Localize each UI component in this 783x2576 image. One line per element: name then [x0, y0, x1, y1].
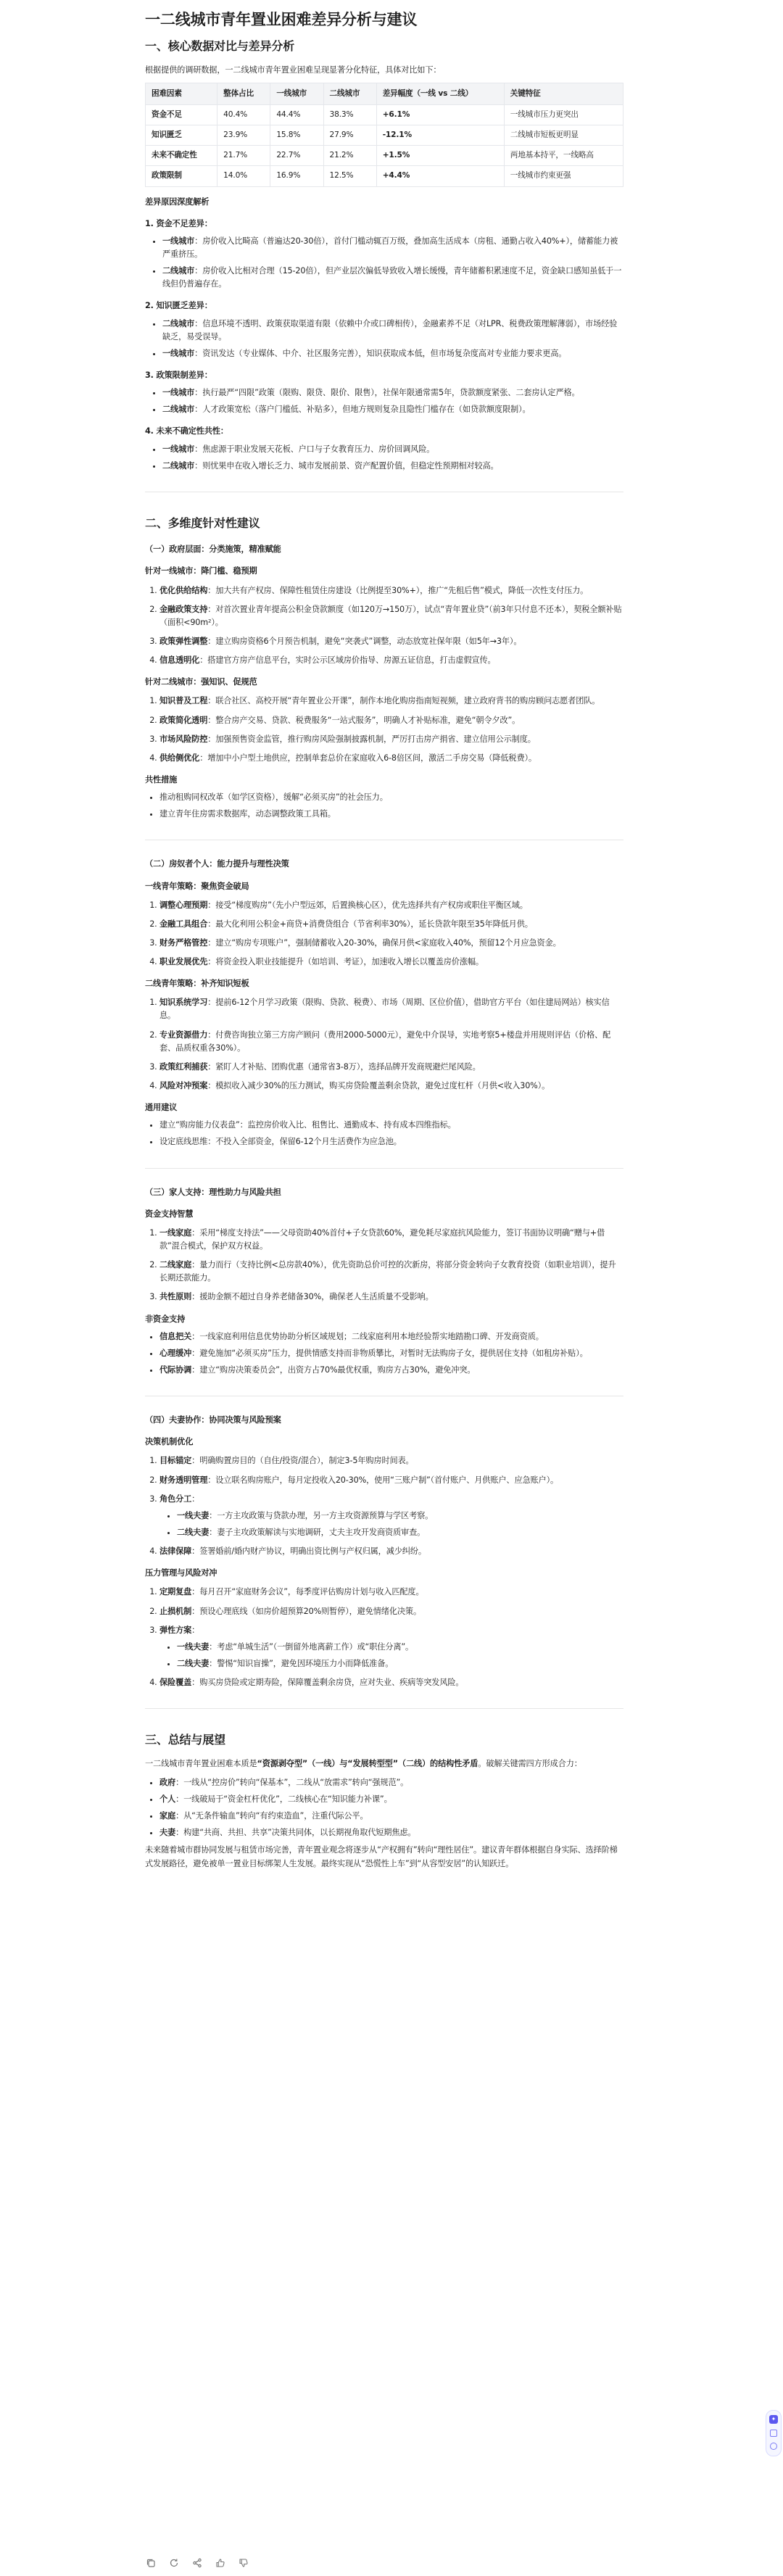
table-body: [146, 104, 624, 186]
table-cell: 12.5%: [323, 166, 376, 186]
list-item: [160, 733, 624, 746]
thumb-up-icon[interactable]: [215, 2557, 226, 2569]
list-item: [160, 635, 624, 648]
item-key: 定期复盘: [160, 1587, 192, 1597]
group-label: 决策机制优化: [145, 1437, 194, 1447]
subsection-heading: （三）家人支持：理性助力与风险共担: [145, 1187, 281, 1197]
list-item: [162, 347, 624, 360]
list-item: [160, 752, 624, 765]
numbered-list: [145, 996, 624, 1093]
table-cell: 知识匮乏: [146, 125, 218, 146]
group-label: 针对一线城市：降门槛、稳预期: [145, 566, 257, 576]
item-text: ：考虑“单城生活”（一倒留外地离薪工作）或“职住分离”。: [209, 1641, 414, 1652]
table-cell: +1.5%: [376, 146, 504, 166]
analysis-title: 2. 知识匮乏差异：: [145, 301, 212, 311]
table-cell: 二线城市短板更明显: [504, 125, 623, 146]
item-key: 二线家庭: [160, 1260, 192, 1270]
item-text: ：一线破局于“资金杠杆优化”，二线核心在“知识能力补课”。: [175, 1794, 392, 1804]
list-item: [160, 918, 624, 931]
list-item: • 建立青年住房需求数据库，动态调整政策工具箱。: [160, 808, 624, 821]
bullet-list: [145, 791, 624, 821]
item-key: 一线城市: [162, 236, 195, 246]
table-cell: 16.9%: [270, 166, 323, 186]
list-item: [160, 1080, 624, 1093]
item-key: 一线城市: [162, 348, 195, 358]
item-text: ：联合社区、高校开展“青年置业公开课”，制作本地化购房指南短视频，建立政府背书的购房顾问志愿者团队。: [207, 696, 600, 706]
summary-intro: [145, 1757, 624, 1771]
comparison-table: [145, 83, 624, 187]
copy-icon[interactable]: [145, 2557, 157, 2569]
list-item: [160, 714, 624, 727]
table-cell: 政策限制: [146, 166, 218, 186]
group-label: 压力管理与风险对冲: [145, 1568, 218, 1578]
item-key: 目标锚定: [160, 1456, 192, 1466]
item-key: 政策弹性调整: [160, 636, 208, 646]
item-text: ：建立购房资格6个月预告机制，避免“突袭式”调整，动态放宽社保年限（如5年→3年）。: [207, 636, 522, 646]
item-key: 二线城市: [162, 318, 195, 328]
bullet-list: [145, 235, 624, 291]
item-text: ：整合房产交易、贷款、税费服务“一站式服务”，明确人才补贴标准，避免“朝令夕改”。: [207, 715, 521, 725]
table-header-cell: 困难因素: [146, 83, 218, 104]
list-item: [160, 1061, 624, 1074]
list-item: [160, 1259, 624, 1285]
list-item: [160, 937, 624, 950]
intro-text: 根据提供的调研数据，一二线城市青年置业困难呈现显著分化特征，具体对比如下：: [145, 65, 442, 75]
item-key: 信息把关: [160, 1331, 192, 1341]
numbered-list: [145, 1454, 624, 1558]
item-text: ：构建“共商、共担、共享”决策共同体，以长期视角取代短期焦虑。: [175, 1828, 416, 1838]
item-text: ：执行最严“四限”政策（限购、限贷、限价、限售），社保年限通常需5年，贷款额度紧张、二套房认定严格。: [194, 388, 580, 398]
item-text: ：资讯发达（专业媒体、中介、社区服务完善），知识获取成本低，但市场复杂度高对专业能力要求更高。: [194, 348, 567, 358]
list-item: [160, 1776, 624, 1789]
table-row: [146, 166, 624, 186]
bullet-list: [145, 386, 624, 416]
item-text: ：付费咨询独立第三方房产顾问（费用2000-5000元），避免中介误导，实地考察5+楼盘并用规则评估（价格、配套、品质权重各30%）。: [160, 1030, 611, 1053]
table-cell: -12.1%: [376, 125, 504, 146]
section-heading: 一、核心数据对比与差异分析: [145, 39, 295, 54]
item-key: 代际协调: [160, 1365, 192, 1375]
bullet-list: [145, 1119, 624, 1148]
table-cell: 27.9%: [323, 125, 376, 146]
analysis-title: 1. 资金不足差异：: [145, 218, 212, 228]
analysis-item: [145, 218, 624, 291]
item-text: ：建立“购房专项账户”，强制储蓄收入20-30%，确保月供<家庭收入40%，预留12个月应急资金。: [207, 937, 561, 948]
list-item: [162, 386, 624, 399]
table-cell: 38.3%: [323, 104, 376, 125]
list-item: [160, 1826, 624, 1839]
table-header-row: [146, 83, 624, 104]
numbered-list: [145, 695, 624, 765]
document-title: 一二线城市青年置业困难差异分析与建议: [145, 11, 418, 28]
summary-intro-tail: 。破解关键需四方形成合力：: [478, 1758, 582, 1768]
share-icon[interactable]: [191, 2557, 203, 2569]
list-item: [160, 1364, 624, 1377]
group-label: 二线青年策略：补齐知识短板: [145, 979, 249, 989]
list-item: [162, 403, 624, 416]
item-text: ：人才政策宽松（落户门槛低、补贴多），但地方规则复杂且隐性门槛存在（如贷款额度限制）。: [194, 405, 531, 415]
list-item: [160, 1586, 624, 1599]
table-header-cell: 关键特征: [504, 83, 623, 104]
item-key: 二线夫妻: [177, 1528, 210, 1537]
item-text: ：搭建官方房产信息平台，实时公示区域房价指导、房源五证信息，打击虚假宣传。: [199, 655, 496, 666]
list-item: [160, 899, 624, 912]
analysis-title: 4. 未来不确定性共性：: [145, 426, 228, 436]
group-label: 针对二线城市：强知识、促规范: [145, 677, 257, 687]
item-key: 政策简化透明: [160, 715, 208, 725]
item-text: ：焦虑源于职业发展天花板、户口与子女教育压力、房价回调风险。: [194, 444, 435, 454]
item-text: ：从“无条件输血”转向“有约束造血”，注重代际公平。: [175, 1811, 368, 1821]
list-item: [160, 1793, 624, 1806]
item-key: 供给侧优化: [160, 753, 200, 763]
item-key: 一线城市: [162, 444, 195, 454]
list-item: [160, 1605, 624, 1618]
list-item: • 建立“购房能力仪表盘”：监控房价收入比、租售比、通勤成本、持有成本四维指标。: [160, 1119, 624, 1132]
item-text: ：模拟收入减少30%的压力测试，购买房贷险覆盖剩余贷款，避免过度杠杆（月供<收入30%）。: [207, 1081, 550, 1091]
item-key: 二线城市: [162, 460, 195, 471]
item-key: 角色分工: [160, 1494, 192, 1504]
item-text: ：签署婚前/婚内财产协议，明确出资比例与产权归属，减少纠纷。: [191, 1546, 426, 1557]
table-row: [146, 104, 624, 125]
table-cell: +6.1%: [376, 104, 504, 125]
item-key: 保险覆盖: [160, 1678, 192, 1688]
list-item: [160, 1029, 624, 1055]
item-key: 心理缓冲: [160, 1348, 192, 1358]
outlook-text: 未来随着城市群协同发展与租赁市场完善，青年置业观念将逐步从“产权拥有”转向“理性居住”。建议青年群体根据自身实际、选择阶梯式发展路径，避免被单一置业目标绑架人生发展。最终实现从“恐慌性上车”到“从容型安居”的认知跃迁。: [145, 1845, 618, 1868]
item-key: 止损机制: [160, 1606, 192, 1616]
numbered-list: [145, 899, 624, 969]
item-key: 一线夫妻: [177, 1641, 210, 1652]
item-text: ：采用“梯度支持法”——父母资助40%首付+子女贷款60%，避免耗尽家庭抗风险能力，签订书面协议明确“赠与+借款”混合模式，保护双方权益。: [160, 1227, 605, 1251]
refresh-icon[interactable]: [168, 2557, 180, 2569]
item-text: ：将资金投入职业技能提升（如培训、考证），加速收入增长以覆盖房价涨幅。: [207, 957, 484, 967]
list-item: [177, 1657, 624, 1670]
item-key: 共性原则: [160, 1292, 192, 1302]
item-key: 政府: [160, 1777, 176, 1787]
section-heading: 二、多维度针对性建议: [145, 515, 260, 530]
divider: [145, 1168, 624, 1169]
group-label: 一线青年策略：聚焦资金破局: [145, 881, 249, 891]
bullet-list: [160, 1641, 624, 1670]
item-text: ：: [191, 1494, 200, 1504]
item-key: 一线夫妻: [177, 1510, 210, 1520]
subsection-heading: （四）夫妻协作：协同决策与风险预案: [145, 1415, 281, 1425]
list-item: [160, 1474, 624, 1487]
item-key: 调整心理预期: [160, 900, 208, 910]
list-item: [160, 1227, 624, 1253]
table-cell: 资金不足: [146, 104, 218, 125]
analysis-list: [145, 218, 624, 473]
list-item: [160, 1545, 624, 1558]
table-cell: +4.4%: [376, 166, 504, 186]
list-item: [160, 1330, 624, 1343]
item-text: ：房价收入比相对合理（15-20倍），但产业层次偏低导致收入增长缓慢，青年储蓄积累速度不足，资金缺口感知虽低于一线但仍普遍存在。: [162, 266, 622, 289]
item-key: 金融政策支持: [160, 604, 208, 614]
list-item: [162, 318, 624, 344]
item-text: ：购买房贷险或定期寿险，保障覆盖剩余房贷，应对失业、疾病等突发风险。: [191, 1678, 464, 1688]
item-key: 金融工具组合: [160, 919, 208, 929]
item-text: ：则忧果申在收入增长乏力、城市发展前景、资产配置价值，但稳定性预期相对较高。: [194, 460, 499, 471]
item-text: ：明确购置房目的（自住/投资/混合），制定3-5年购房时间表。: [191, 1456, 414, 1466]
table-cell: 22.7%: [270, 146, 323, 166]
summary-intro-text: 一二线城市青年置业困难本质是: [145, 1758, 257, 1768]
item-key: 财务透明管理: [160, 1475, 208, 1485]
group-label: 共性措施: [145, 774, 178, 784]
list-item: [160, 695, 624, 708]
item-text: ：一方主攻政策与贷款办理，另一方主攻资源预算与学区考察。: [209, 1510, 434, 1520]
item-text: ：设立联名购房账户，每月定投收入20-30%，使用“三账户制”（首付账户、月供账户、应急账户）。: [207, 1475, 559, 1485]
item-text: ：每月召开“家庭财务会议”，每季度评估购房计划与收入匹配度。: [191, 1587, 424, 1597]
list-item: [160, 1291, 624, 1304]
item-text: ：援助金额不超过自身养老储备30%，确保老人生活质量不受影响。: [191, 1292, 434, 1302]
table-cell: 23.9%: [218, 125, 270, 146]
item-key: 个人: [160, 1794, 176, 1804]
item-text: ：妻子主攻政策解读与实地调研，丈夫主攻开发商资质审查。: [209, 1528, 426, 1537]
item-key: 弹性方案: [160, 1625, 192, 1635]
assistant-icon[interactable]: ✦: [769, 2415, 778, 2424]
item-key: 财务严格管控: [160, 937, 208, 948]
list-item: [160, 603, 624, 629]
table-cell: 未来不确定性: [146, 146, 218, 166]
list-item: • 推动租购同权改革（如学区资格），缓解“必须买房”的社会压力。: [160, 791, 624, 804]
bullet-list: [145, 1776, 624, 1840]
item-key: 夫妻: [160, 1828, 176, 1838]
summary-intro-emphasis: “资源剥夺型”（一线）与“发展转型型”（二线）的结构性矛盾: [257, 1758, 478, 1768]
bullet-list: [145, 318, 624, 360]
numbered-list: [145, 584, 624, 668]
table-header-cell: 一线城市: [270, 83, 323, 104]
item-text: ：增加中小户型土地供应，控制单套总价在家庭收入6-8倍区间，激活二手房交易（降低税费）。: [199, 753, 536, 763]
group-label: 通用建议: [145, 1103, 178, 1113]
list-item: [177, 1641, 624, 1654]
item-key: 一线城市: [162, 388, 195, 398]
message-actions: [145, 2557, 249, 2569]
list-item: [160, 1676, 624, 1689]
item-text: ：建立“购房决策委员会”，出资方占70%最优权重，购房方占30%，避免冲突。: [191, 1365, 476, 1375]
list-item: [162, 265, 624, 291]
analysis-item: [145, 425, 624, 472]
numbered-list: [145, 1227, 624, 1304]
item-key: 信息透明化: [160, 655, 200, 666]
item-key: 政策红利捕获: [160, 1061, 208, 1072]
table-cell: 40.4%: [218, 104, 270, 125]
item-text: ：接受“梯度购房”（先小户型远郊，后置换核心区），优先选择共有产权房或职住平衡区域。: [207, 900, 528, 910]
table-header-cell: 差异幅度（一线 vs 二线）: [376, 83, 504, 104]
subsection-label: 差异原因深度解析: [145, 196, 210, 207]
bullet-list: [145, 1330, 624, 1377]
subsection-heading: （二）房奴者个人：能力提升与理性决策: [145, 859, 289, 869]
table-row: [146, 146, 624, 166]
table-cell: 21.7%: [218, 146, 270, 166]
analysis-title: 3. 政策限制差异：: [145, 370, 212, 381]
item-text: ：量力而行（支持比例<总房款40%），优先资助总价可控的次新房，将部分资金转向子女教育投资（如职业培训），提升长期还款能力。: [160, 1260, 616, 1283]
table-cell: 两地基本持平，一线略高: [504, 146, 623, 166]
table-header-cell: 整体占比: [218, 83, 270, 104]
item-key: 知识系统学习: [160, 998, 208, 1008]
table-cell: 21.2%: [323, 146, 376, 166]
item-key: 家庭: [160, 1811, 176, 1821]
table-row: [146, 125, 624, 146]
item-text: ：加强预售资金监管，推行购房风险强制披露机制，严厉打击房产捐省、建立信用公示制度。: [207, 734, 536, 744]
list-item: [162, 443, 624, 456]
item-text: ：加大共有产权房、保障性租赁住房建设（比例提至30%+），推广“先租后售”模式，降低一次性支付压力。: [207, 585, 589, 595]
subsection-heading: （一）政府层面：分类施策，精准赋能: [145, 544, 281, 555]
list-item: [177, 1526, 624, 1539]
table-cell: 14.0%: [218, 166, 270, 186]
item-text: ：对首次置业青年提高公积金贷款额度（如120万→150万），试点“青年置业贷”（前3年只付息不还本），契税全额补贴（面积<90m²）。: [160, 604, 622, 627]
item-text: ：警惕“知识盲操”，避免因环境压力小而降低准备。: [209, 1658, 394, 1668]
item-key: 一线家庭: [160, 1227, 192, 1238]
item-key: 二线城市: [162, 266, 195, 276]
answer-document: [145, 10, 624, 1876]
list-item: [160, 956, 624, 969]
table-cell: 15.8%: [270, 125, 323, 146]
analysis-item: [145, 299, 624, 360]
note-icon[interactable]: [770, 2430, 777, 2437]
list-item: [160, 1454, 624, 1467]
item-text: ：一线从“控房价”转向“保基本”，二线从“放需求”转向“强规范”。: [175, 1777, 409, 1787]
item-key: 风险对冲预案: [160, 1081, 208, 1091]
numbered-list: [145, 1586, 624, 1689]
divider: [145, 1708, 624, 1709]
table-cell: 一线城市压力更突出: [504, 104, 623, 125]
list-item: [160, 1810, 624, 1823]
table-cell: 一线城市约束更强: [504, 166, 623, 186]
table-header-cell: 二线城市: [323, 83, 376, 104]
item-key: 知识普及工程: [160, 696, 208, 706]
list-item: [162, 235, 624, 261]
item-text: ：提前6-12个月学习政策（限购、贷款、税费）、市场（周期、区位价值），借助官方平台（如住建局网站）核实信息。: [160, 998, 610, 1021]
item-text: ：预设心理底线（如房价超预算20%则暂停），避免情绪化决策。: [191, 1606, 421, 1616]
bullet-list: [160, 1509, 624, 1539]
item-key: 职业发展优先: [160, 957, 208, 967]
group-label: 非资金支持: [145, 1314, 186, 1324]
item-text: ：避免施加“必须买房”压力，提供情感支持而非物质攀比，对暂时无法购房子女，提供居住支持（如租房补贴）。: [191, 1348, 588, 1358]
item-text: ：信息环境不透明、政策获取渠道有限（依赖中介或口碑相传），金融素养不足（对LPR、税费政策理解薄弱），市场经验缺乏，易受误导。: [162, 318, 618, 341]
item-key: 二线夫妻: [177, 1658, 210, 1668]
table-cell: 44.4%: [270, 104, 323, 125]
list-item: [162, 460, 624, 473]
item-text: ：房价收入比畸高（普遍达20-30倍），首付门槛动辄百万级，叠加高生活成本（房租、通勤占收入40%+），储蓄能力被严重挤压。: [162, 236, 618, 260]
item-text: ：紧盯人才补贴、团购优惠（通常省3-8万），选择品牌开发商规避烂尾风险。: [207, 1061, 481, 1072]
thumb-down-icon[interactable]: [238, 2557, 249, 2569]
list-item: [160, 1493, 624, 1539]
group-label: 资金支持智慧: [145, 1209, 194, 1219]
list-item: [160, 996, 624, 1022]
item-text: ：一线家庭利用信息优势协助分析区域规划；二线家庭利用本地经验帮实地踏勘口碑、开发商资质。: [191, 1331, 544, 1341]
item-key: 法律保障: [160, 1546, 192, 1557]
list-item: • 设定底线思维：不投入全部资金，保留6-12个月生活费作为应急池。: [160, 1135, 624, 1148]
analysis-item: [145, 369, 624, 416]
help-icon[interactable]: [770, 2443, 777, 2450]
list-item: [177, 1509, 624, 1523]
item-key: 专业资源借力: [160, 1030, 208, 1040]
item-text: ：最大化利用公积金+商贷+消费贷组合（节省利率30%），延长贷款年限至35年降低月供。: [207, 919, 533, 929]
item-text: ：: [191, 1625, 200, 1635]
list-item: [160, 1347, 624, 1360]
section-heading: 三、总结与展望: [145, 1733, 225, 1747]
list-item: [160, 1624, 624, 1670]
floating-toolbar[interactable]: [766, 2410, 782, 2456]
item-key: 市场风险防控: [160, 734, 208, 744]
list-item: [160, 654, 624, 667]
item-key: 二线城市: [162, 405, 195, 415]
item-key: 优化供给结构: [160, 585, 208, 595]
bullet-list: [145, 443, 624, 473]
list-item: [160, 584, 624, 597]
